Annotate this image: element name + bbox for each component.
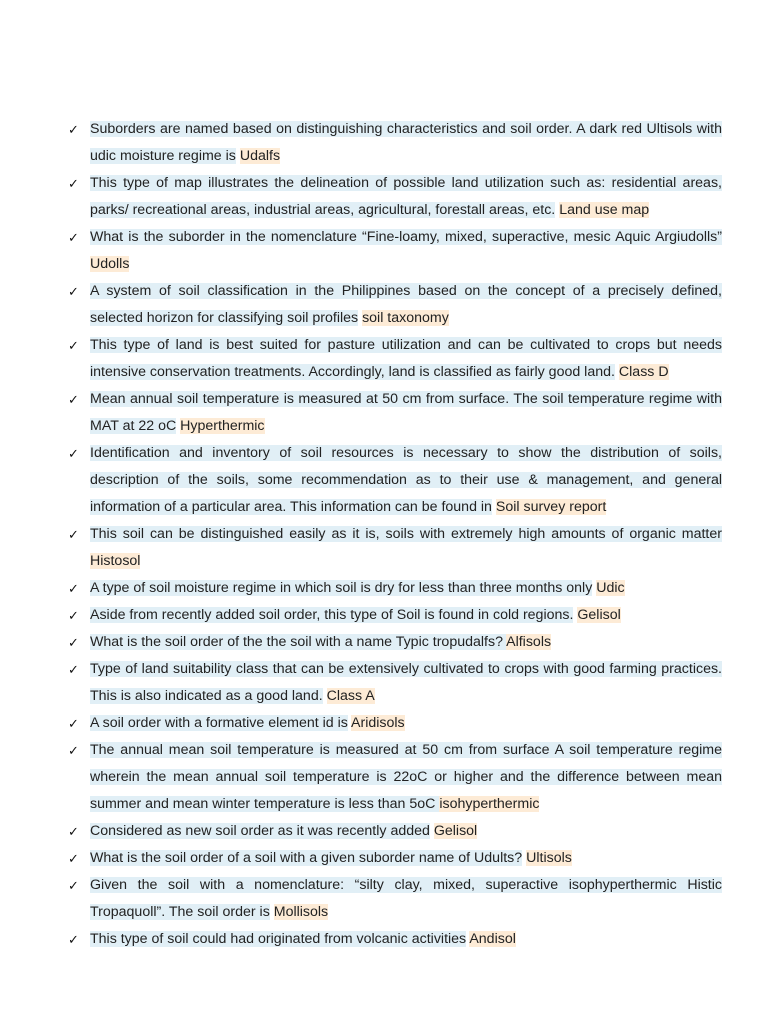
- list-item: [68, 737, 722, 818]
- checkmark-icon: ✓: [68, 608, 79, 623]
- answer-text: Histosol: [90, 553, 141, 569]
- list-item: [68, 602, 722, 629]
- checkmark-icon: ✓: [68, 662, 79, 677]
- answer-text: soil taxonomy: [362, 310, 449, 326]
- list-item: [68, 818, 722, 845]
- question-text: Given the soil with a nomenclature: “silty clay, mixed, superactive isophyperthermic Histic Tropaquoll”. The soil order is: [90, 877, 722, 920]
- question-text: This type of soil could had originated from volcanic activities: [90, 931, 467, 947]
- question-text: A type of soil moisture regime in which soil is dry for less than three months only: [90, 580, 593, 596]
- checkmark-icon: ✓: [68, 338, 79, 353]
- checkmark-icon: ✓: [68, 581, 79, 596]
- checkmark-icon: ✓: [68, 824, 79, 839]
- answer-text: Udalfs: [239, 148, 281, 164]
- answer-text: Class D: [618, 364, 669, 380]
- checkmark-icon: ✓: [68, 122, 79, 137]
- question-text: Mean annual soil temperature is measured at 50 cm from surface. The soil temperature regime with MAT at 22 oC: [90, 391, 722, 434]
- question-text: A system of soil classification in the Philippines based on the concept of a precisely defined, selected horizon for classifying soil profiles: [90, 283, 722, 326]
- list-item: [68, 224, 722, 278]
- list-item: [68, 575, 722, 602]
- list-item: [68, 278, 722, 332]
- answer-text: Class A: [326, 688, 375, 704]
- checkmark-icon: ✓: [68, 527, 79, 542]
- answer-text: Aridisols: [351, 715, 405, 731]
- checkmark-icon: ✓: [68, 878, 79, 893]
- checkmark-icon: ✓: [68, 635, 79, 650]
- answer-text: isohyperthermic: [439, 796, 540, 812]
- question-text: Considered as new soil order as it was recently added: [90, 823, 430, 839]
- list-item: [68, 332, 722, 386]
- list-item: [68, 845, 722, 872]
- question-text: The annual mean soil temperature is measured at 50 cm from surface A soil temperature regime wherein the mean annual soil temperature is 22oC or higher and the difference between mean summer and mean winter temperature is less than 5oC: [90, 742, 722, 812]
- question-text: Type of land suitability class that can be extensively cultivated to crops with good farming practices. This is also indicated as a good land.: [90, 661, 722, 704]
- answer-text: Soil survey report: [495, 499, 607, 515]
- list-item: [68, 926, 722, 953]
- checkmark-icon: ✓: [68, 284, 79, 299]
- list-item: [68, 521, 722, 575]
- checkmark-icon: ✓: [68, 716, 79, 731]
- list-item: [68, 629, 722, 656]
- checkmark-icon: ✓: [68, 446, 79, 461]
- answer-text: Udolls: [90, 256, 130, 272]
- checkmark-icon: ✓: [68, 392, 79, 407]
- list-item: [68, 872, 722, 926]
- answer-text: Land use map: [559, 202, 650, 218]
- checkmark-icon: ✓: [68, 743, 79, 758]
- checkmark-icon: ✓: [68, 176, 79, 191]
- answer-text: Gelisol: [577, 607, 621, 623]
- question-text: This type of map illustrates the delineation of possible land utilization such as: residential areas, parks/ recreational areas, industrial areas, agricultural, forestall areas, etc.: [90, 175, 722, 218]
- question-text: This soil can be distinguished easily as it is, soils with extremely high amounts of organic matter: [90, 526, 722, 542]
- list-item: [68, 386, 722, 440]
- question-answer-list: [68, 116, 722, 953]
- answer-text: Hyperthermic: [180, 418, 265, 434]
- question-text: What is the soil order of a soil with a given suborder name of Udults?: [90, 850, 523, 866]
- question-text: Aside from recently added soil order, this type of Soil is found in cold regions.: [90, 607, 574, 623]
- checkmark-icon: ✓: [68, 230, 79, 245]
- list-item: [68, 116, 722, 170]
- answer-text: Mollisols: [273, 904, 329, 920]
- list-item: [68, 656, 722, 710]
- question-text: Suborders are named based on distinguishing characteristics and soil order. A dark red Ultisols with udic moisture regime is: [90, 121, 722, 164]
- answer-text: Ultisols: [526, 850, 572, 866]
- list-item: [68, 170, 722, 224]
- question-text: What is the soil order of the the soil with a name Typic tropudalfs?: [90, 634, 507, 650]
- answer-text: Alfisols: [506, 634, 552, 650]
- checkmark-icon: ✓: [68, 932, 79, 947]
- question-text: This type of land is best suited for pasture utilization and can be cultivated to crops but needs intensive conservation treatments. Accordingly, land is classified as fairly good land.: [90, 337, 722, 380]
- question-text: Identification and inventory of soil resources is necessary to show the distribution of soils, description of the soils, some recommendation as to their use & management, and general information of a particular area. This information can be found in: [90, 445, 722, 515]
- checkmark-icon: ✓: [68, 851, 79, 866]
- list-item: [68, 710, 722, 737]
- answer-text: Udic: [596, 580, 625, 596]
- list-item: [68, 440, 722, 521]
- answer-text: Andisol: [469, 931, 516, 947]
- question-text: A soil order with a formative element id is: [90, 715, 348, 731]
- answer-text: Gelisol: [433, 823, 478, 839]
- question-text: What is the suborder in the nomenclature “Fine-loamy, mixed, superactive, mesic Aquic Argiudolls”: [90, 229, 722, 245]
